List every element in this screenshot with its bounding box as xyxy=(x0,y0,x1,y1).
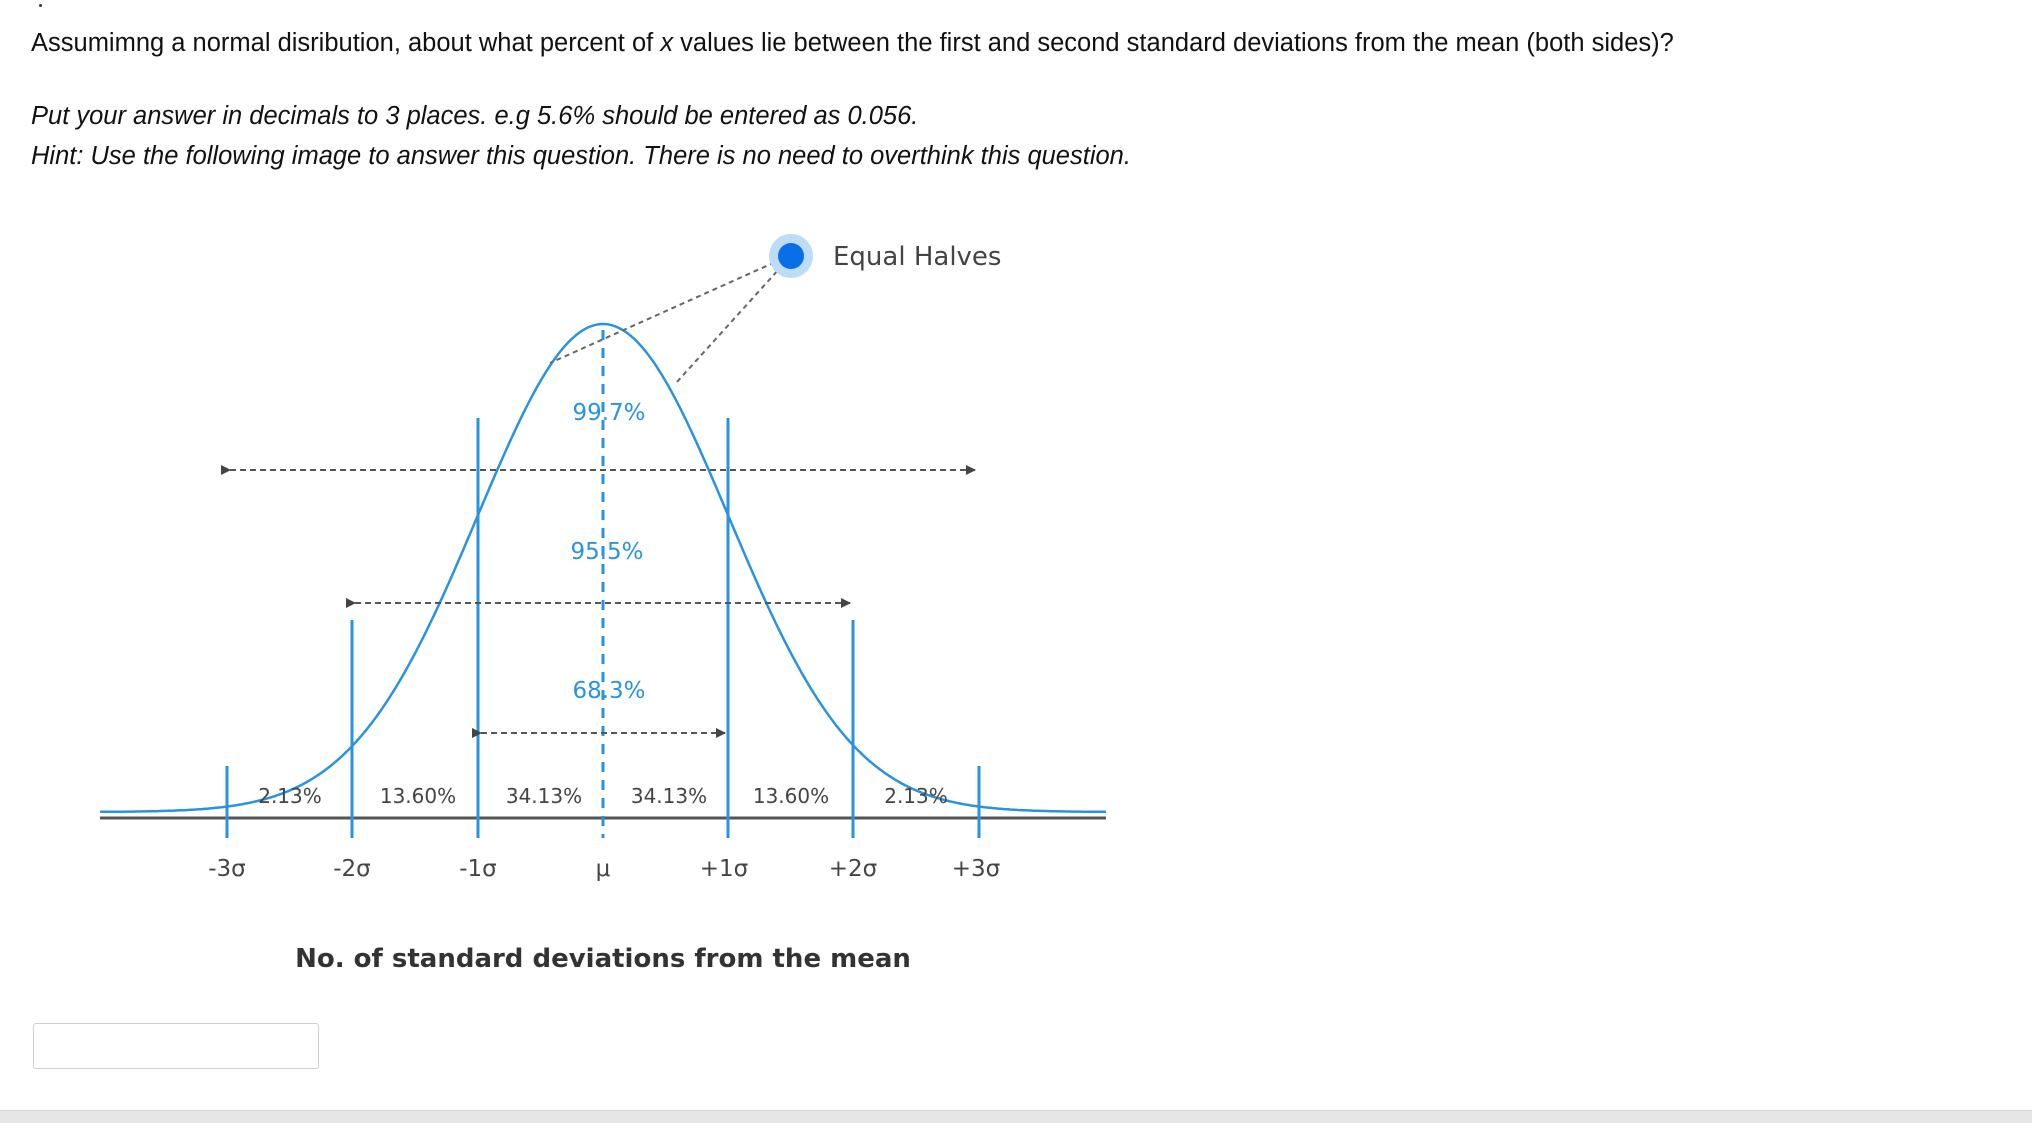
segment-label: 34.13% xyxy=(630,784,708,808)
range-label-683: 68.3% xyxy=(572,678,646,704)
bottom-scroll-bar xyxy=(0,1110,2032,1123)
axis-tick-label: μ xyxy=(595,856,611,882)
hint-text: Hint: Use the following image to answer this question. There is no need to overthink this question. xyxy=(31,142,1131,170)
range-label-955: 95.5% xyxy=(570,539,644,565)
answer-format-instruction: Put your answer in decimals to 3 places. e.g 5.6% should be entered as 0.056. xyxy=(31,102,919,130)
axis-tick-label: -1σ xyxy=(459,856,497,882)
segment-label: 2.13% xyxy=(884,784,948,808)
segment-label: 2.13% xyxy=(258,784,322,808)
answer-input[interactable] xyxy=(33,1023,319,1069)
question-text-part2: values lie between the first and second standard deviations from the mean (both sides)? xyxy=(673,29,1674,57)
callout-leader-right xyxy=(676,258,789,383)
callout-dot xyxy=(778,243,804,269)
range-label-997: 99.7% xyxy=(572,400,646,426)
axis-tick-label: +1σ xyxy=(699,856,749,882)
axis-tick-label: +2σ xyxy=(828,856,878,882)
question-variable: x xyxy=(660,29,674,57)
axis-tick-label: +3σ xyxy=(951,856,1001,882)
segment-label: 13.60% xyxy=(752,784,830,808)
axis-tick-label: -3σ xyxy=(208,856,246,882)
callout-leader-left xyxy=(550,255,791,363)
question-text-part1: Assumimng a normal disribution, about what percent of xyxy=(31,29,661,57)
segment-label: 13.60% xyxy=(379,784,457,808)
callout-label: Equal Halves xyxy=(833,242,1002,272)
segment-label: 34.13% xyxy=(505,784,583,808)
axis-tick-label: -2σ xyxy=(333,856,371,882)
x-axis-title: No. of standard deviations from the mean xyxy=(295,944,911,974)
